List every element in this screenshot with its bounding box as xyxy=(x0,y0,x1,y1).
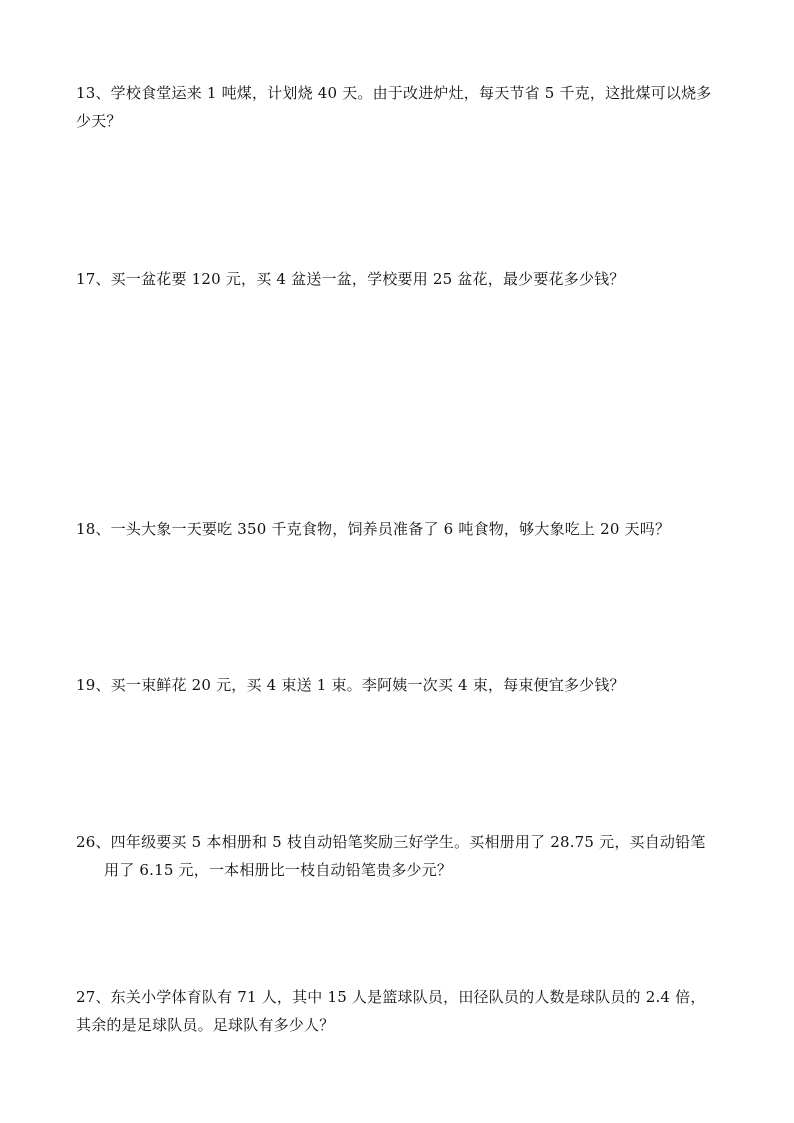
problem-17-line-1: 17、买一盆花要 120 元，买 4 盆送一盆，学校要用 25 盆花，最少要花多少钱？ xyxy=(76,270,625,288)
problem-27-line-2: 其余的是足球队员。足球队有多少人？ xyxy=(76,1016,335,1034)
problem-26-line-1: 26、四年级要买 5 本相册和 5 枝自动铅笔奖励三好学生。买相册用了 28.75 元，买自动铅笔 xyxy=(76,833,706,851)
problem-27-line-1: 27、东关小学体育队有 71 人，其中 15 人是篮球队员，田径队员的人数是球队员的 2.4 倍， xyxy=(76,988,706,1006)
problem-27 xyxy=(76,983,726,1039)
problem-19 xyxy=(76,671,726,699)
problem-13-line-2: 少天？ xyxy=(76,112,122,130)
problem-13 xyxy=(76,79,726,135)
problem-13-line-1: 13、学校食堂运来 1 吨煤，计划烧 40 天。由于改进炉灶，每天节省 5 千克，这批煤可以烧多 xyxy=(76,84,712,102)
problem-26-line-2: 用了 6.15 元，一本相册比一枝自动铅笔贵多少元？ xyxy=(104,861,453,879)
problem-18-line-1: 18、一头大象一天要吃 350 千克食物，饲养员准备了 6 吨食物，够大象吃上 20 天吗？ xyxy=(76,520,671,538)
problem-26 xyxy=(76,828,726,884)
problem-18 xyxy=(76,515,726,543)
problem-19-line-1: 19、买一束鲜花 20 元，买 4 束送 1 束。李阿姨一次买 4 束，每束便宜多少钱？ xyxy=(76,676,625,694)
problem-17 xyxy=(76,265,726,293)
